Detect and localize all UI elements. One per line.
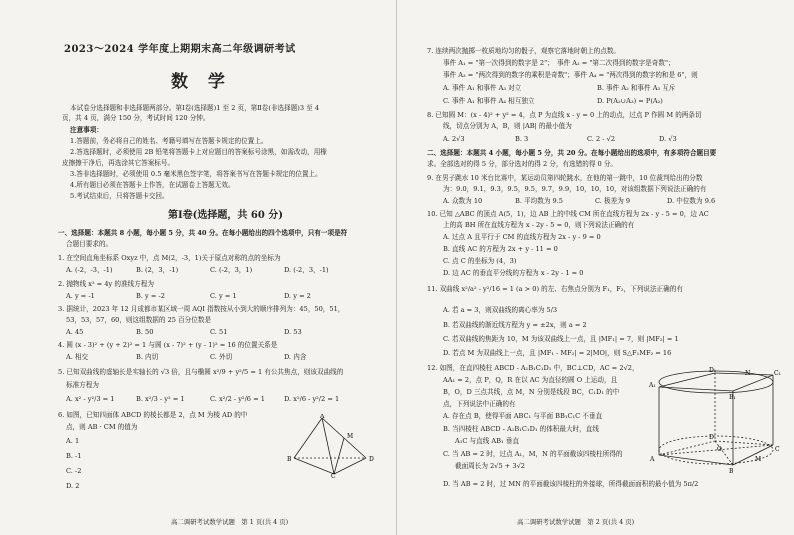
page-2 <box>397 0 794 535</box>
notice-title: 注意事项： <box>70 126 103 134</box>
q12-stem-3: B，O，D 三点共线，点 M，N 分别是线段 BC，C₁D₁ 的中 <box>443 388 620 396</box>
q10-option-b: B. 直线 AC 的方程为 2x + y - 11 = 0 <box>443 245 558 253</box>
q9-stem-cont: 为：9.0，9.1，9.3，9.5，9.5，9.7，9.9，10，10，10，对该组数据下列说法正确的有 <box>443 185 707 193</box>
q12-stem-2: AA₁ = 2，点 P，Q，R 在以 AC 为直径的圆 O 上运动，且 <box>443 376 618 384</box>
q9-option-b: B. 平均数为 9.5 <box>515 197 563 205</box>
label-c: C <box>775 446 780 453</box>
label-n: N <box>745 370 751 377</box>
q12-stem: 12. 如图，在直四棱柱 ABCD - A₁B₁C₁D₁ 中，BC⊥CD，AC = 2√2， <box>427 364 639 372</box>
q6-option-b: B. -1 <box>66 452 82 460</box>
q7-option-d: D. P(A₂∪A₃) = P(A₂) <box>597 97 663 105</box>
q2-option-a: A. y = -1 <box>66 292 95 300</box>
q5-stem-cont: 标准方程为 <box>66 381 99 389</box>
label-c: C <box>331 473 336 478</box>
label-a1: A₁ <box>649 382 656 389</box>
q6-option-a: A. 1 <box>66 437 80 445</box>
q12-option-b: B. 当四棱柱 ABCD - A₁B₁C₁D₁ 的体积最大时，直线 <box>443 425 599 433</box>
q5-option-c: C. x²/2 - y²/6 = 1 <box>210 395 265 403</box>
q4-option-d: D. 内含 <box>284 353 307 361</box>
q8-option-d: D. √3 <box>659 135 677 143</box>
q7-option-b: B. 事件 A₂ 和事件 A₃ 互斥 <box>597 84 676 92</box>
q7-stem: 7. 连续两次抛掷一枚质地均匀的骰子，观察它落地时朝上的点数。 <box>427 47 621 55</box>
edge-a1-d1 <box>659 373 715 387</box>
label-a: A <box>320 414 325 420</box>
q3-stem: 3. 据统计，2023 年 12 月成都市某区域一周 AQI 指数按从小到大的顺序排列为：45，50，51， <box>58 305 345 313</box>
label-d: D <box>709 434 714 441</box>
q8-stem: 8. 已知圆 M：(x - 4)² + y² = 4，点 P 为直线 x - y = 0 上的动点，过点 P 作圆 M 的两条切 <box>427 111 702 119</box>
edge-ac <box>322 418 334 474</box>
q6-stem-cont: 点，则 AB · CM 的值为 <box>66 423 138 431</box>
notice-1: 1.答题前，务必将自己的姓名、考籍号填写在答题卡规定的位置上。 <box>70 137 268 145</box>
notice-2: 2.答选择题时，必须使用 2B 铅笔将答题卡上对应题目的答案标号涂黑，如需改动，用橡 <box>70 148 327 156</box>
q4-stem: 4. 圆 (x - 3)² + (y + 2)² = 1 与圆 (x - 7)² + (y - 1)² = 16 的位置关系是 <box>58 341 278 349</box>
q7-option-c: C. 事件 A₁ 和事件 A₄ 相互独立 <box>443 97 535 105</box>
q2-option-d: D. y = 2 <box>284 292 311 300</box>
q10-option-c: C. 点 C 的坐标为 (4，3) <box>443 257 517 265</box>
q1-option-a: A. (-2，-3，-1) <box>66 266 113 274</box>
q9-option-a: A. 众数为 10 <box>443 197 483 205</box>
q5-option-b: B. x²/3 - y² = 1 <box>136 395 185 403</box>
q2-stem: 2. 抛物线 x² = 4y 的准线方程为 <box>58 280 154 288</box>
q4-option-b: B. 内切 <box>136 353 159 361</box>
q3-option-a: A. 45 <box>66 328 84 336</box>
q8-option-a: A. 2√3 <box>443 135 465 143</box>
label-b: B <box>287 456 292 463</box>
q5-option-d: D. x²/6 - y²/2 = 1 <box>284 395 340 403</box>
notice-3: 3.答非选择题时，必须使用 0.5 毫米黑色签字笔，将答案书写在答题卡规定的位置上。 <box>70 170 322 178</box>
q12-option-a: A. 存在点 B，使得平面 ABC₁ 与平面 BB₁C₁C 不垂直 <box>443 412 603 420</box>
prism-figure <box>649 365 783 475</box>
q7-option-a: A. 事件 A₁ 和事件 A₃ 对立 <box>443 84 522 92</box>
label-b: B <box>729 468 734 475</box>
notice-5: 5.考试结束后，只将答题卡交回。 <box>70 192 169 200</box>
q9-option-c: C. 极差为 9 <box>595 197 631 205</box>
page-1-footer: 高二调研考试数学试题 第 1 页(共 4 页) <box>171 518 289 526</box>
section-1-heading: 一、选择题：本题共 8 小题，每小题 5 分，共 40 分。在每小题给出的四个选项中，只有一项是符 <box>58 229 348 237</box>
q10-stem-cont: 上的高 BH 所在直线方程为 x - 2y - 5 = 0，则下列说法正确的有 <box>443 221 635 229</box>
notice-4: 4.所有题目必须在答题卡上作答，在试题卷上答题无效。 <box>70 181 235 189</box>
q1-option-c: C. (-2，3，1) <box>210 266 253 274</box>
exam-title: 2023～2024 学年度上期期末高二年级调研考试 <box>64 44 296 55</box>
q5-stem: 5. 已知双曲线的虚轴长是实轴长的 √3 倍，且与椭圆 x²/9 + y²/5 = 1 有公共焦点，则该双曲线的 <box>58 368 344 376</box>
segment-cm <box>334 438 344 474</box>
q12-stem-4: 点，下列说法中正确的有 <box>443 400 516 408</box>
section-2-heading-cont: 求。全部选对的得 5 分，部分选对的得 2 分，有选错的得 0 分。 <box>427 160 618 168</box>
edge-b1-a1 <box>659 387 733 391</box>
q11-stem: 11. 双曲线 x²/a² - y²/16 = 1 (a > 0) 的左、右焦点分别为 F₁，F₂，下列说法正确的有 <box>427 285 683 293</box>
q8-option-b: B. 3 <box>515 135 529 143</box>
q6-stem: 6. 如图，已知四面体 ABCD 的棱长都是 2，点 M 为棱 AD 的中 <box>58 411 248 419</box>
label-d: D <box>369 456 374 463</box>
label-m: M <box>347 433 354 440</box>
section-2-heading: 二、选择题：本题共 4 小题，每小题 5 分，共 20 分。在每小题给出的选项中，有多项符合题目要 <box>427 149 717 157</box>
q3-option-d: D. 53 <box>284 328 302 336</box>
label-b1: B₁ <box>729 394 736 401</box>
q2-option-c: C. y = 1 <box>210 292 237 300</box>
q9-stem: 9. 在男子跳水 10 米台比赛中，某运动员第四轮跳水，在他的第一跳中，10 位裁判给出的分数 <box>427 174 703 182</box>
section-1-heading-cont: 合题目要求的。 <box>66 240 113 248</box>
q4-option-c: C. 外切 <box>210 353 233 361</box>
label-o: O <box>717 446 722 453</box>
q1-option-d: D. (-2，3，-1) <box>284 266 329 274</box>
q8-stem-cont: 线，切点分别为 A，B，则 |AB| 的最小值为 <box>443 122 572 130</box>
edge-bc <box>294 458 334 474</box>
q3-option-b: B. 50 <box>136 328 154 336</box>
q1-stem: 1. 在空间直角坐标系 Oxyz 中，点 M(2，-3，1)关于原点对称的点的坐标为 <box>58 254 281 262</box>
intro-line-1: 本试卷分选择题和非选择题两部分。第Ⅰ卷(选择题)1 至 2 页，第Ⅱ卷(非选择题)3 至 4 <box>70 104 320 112</box>
q6-option-d: D. 2 <box>66 482 80 490</box>
label-d1: D₁ <box>709 367 717 374</box>
q1-option-b: B. (2，3，-1) <box>136 266 179 274</box>
q3-stem-cont: 53，53，57，60，则这组数据的 25 百分位数是 <box>66 316 212 324</box>
edge-d1-c1 <box>715 373 773 375</box>
q3-option-c: C. 51 <box>210 328 228 336</box>
q9-option-d: D. 中位数为 9.6 <box>667 197 716 205</box>
q11-option-d: D. 若点 M 为双曲线上一点，且 |MF₁ - MF₂| = 2|MO|，则 S△F₁MF₂ = 16 <box>443 349 672 357</box>
q2-option-b: B. y = -2 <box>136 292 165 300</box>
q6-option-c: C. -2 <box>66 467 82 475</box>
q11-option-c: C. 若双曲线的焦距为 10，M 为该双曲线上一点，且 |MF₁| = 7，则 |MF₂| = 1 <box>443 335 679 343</box>
subject-title: 数 学 <box>171 72 232 92</box>
edge-dc <box>715 441 773 445</box>
q11-option-b: B. 若双曲线的渐近线方程为 y = ±2x，则 a = 2 <box>443 321 587 329</box>
notice-2-cont: 皮擦擦干净后，再选涂其它答案标号。 <box>62 159 175 167</box>
q12-option-b-cont: A₁C 与直线 AB₁ 垂直 <box>455 437 519 445</box>
q7-events-2: 事件 A₃ = "两次得到的数字的乘积是奇数"；事件 A₄ = "两次得到的数字的和是 6"，则 <box>443 71 698 79</box>
label-c1: C₁ <box>774 370 781 377</box>
q4-option-a: A. 相交 <box>66 353 89 361</box>
q10-stem: 10. 已知 △ABC 的顶点 A(5，1)，边 AB 上的中线 CM 所在直线方程为 2x - y - 5 = 0，边 AC <box>427 210 709 218</box>
q10-option-a: A. 过点 A 且平行于 CM 的直线方程为 2x - y - 9 = 0 <box>443 233 601 241</box>
page-2-footer: 高二调研考试数学试题 第 2 页(共 4 页) <box>517 518 635 526</box>
label-a: A <box>650 456 655 463</box>
diagonal-bd <box>715 441 733 465</box>
q10-option-d: D. 边 AC 的垂直平分线的方程为 x - 2y - 1 = 0 <box>443 269 584 277</box>
edge-cd <box>334 458 366 474</box>
q5-option-a: A. x² - y²/3 = 1 <box>66 395 115 403</box>
q11-option-a: A. 若 a = 3，则双曲线的离心率为 5/3 <box>443 306 558 314</box>
label-m: M <box>755 456 762 463</box>
edge-ab <box>294 418 322 458</box>
tetrahedron-figure <box>286 414 378 478</box>
intro-line-2: 页，共 4 页，满分 150 分，考试时间 120 分钟。 <box>62 114 210 122</box>
q12-option-c: C. 当 AB = 2 时，过点 A₁，M，N 的平面截该四棱柱所得的 <box>443 450 623 458</box>
q12-option-d: D. 当 AB = 2 时，过 MN 的平面截该四棱柱的外接球，所得截面面积的最小值为 5π/2 <box>443 480 699 488</box>
volume-1-title: 第Ⅰ卷(选择题，共 60 分) <box>168 210 284 221</box>
q12-option-c-cont: 截面周长为 2√5 + 3√2 <box>455 462 525 470</box>
q7-events-1: 事件 A₁ = "第一次得到的数字是 2"； 事件 A₂ = "第二次得到的数字是奇数"； <box>443 59 675 67</box>
q8-option-c: C. 2 - √2 <box>587 135 616 143</box>
